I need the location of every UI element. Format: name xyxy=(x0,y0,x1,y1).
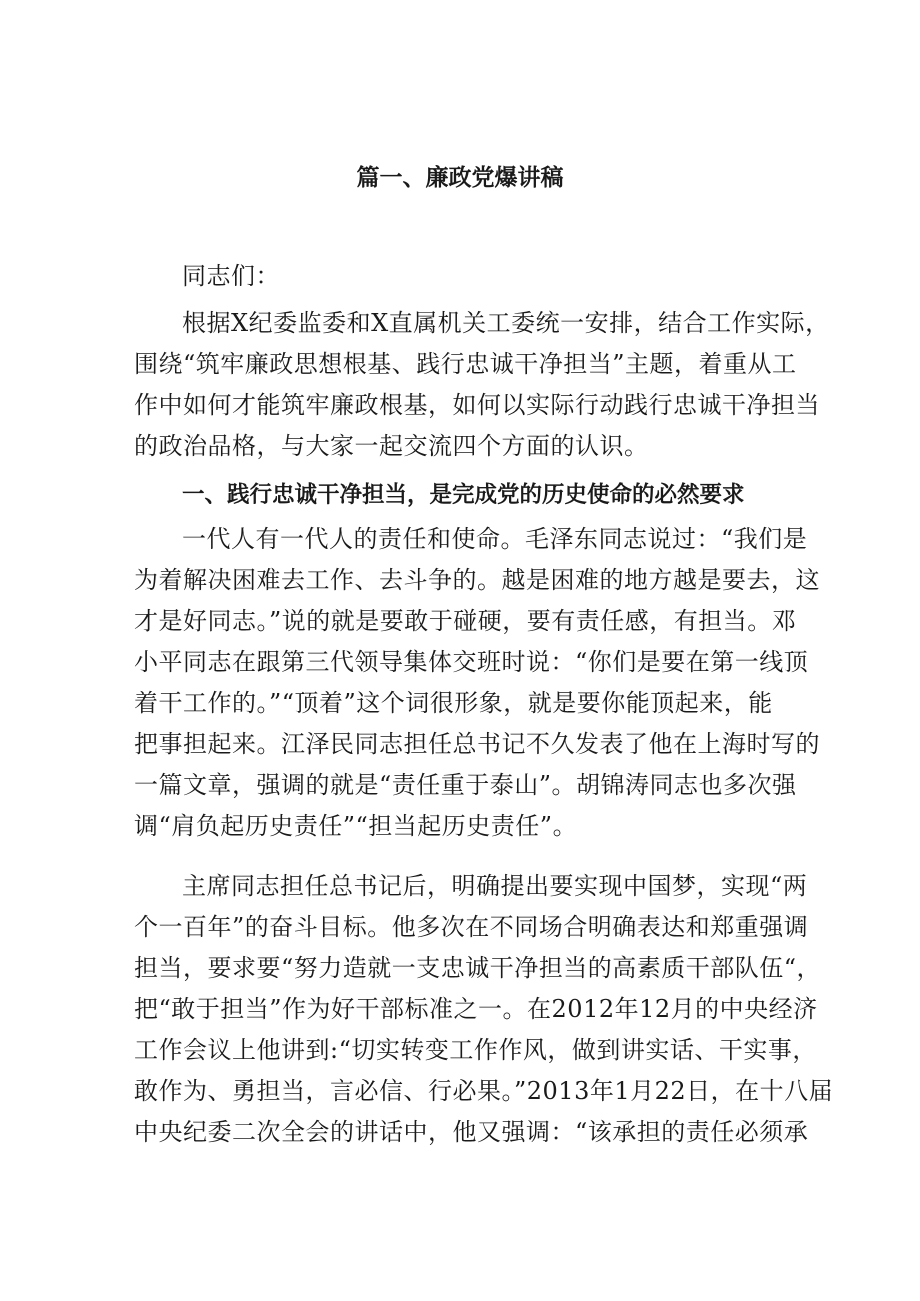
document-title: 篇一、廉政党爆讲稿 xyxy=(356,165,564,191)
paragraph-line: 作中如何才能筑牢廉政根基，如何以实际行动践行忠诚干净担当 xyxy=(134,391,820,419)
paragraph-line: 工作会议上他讲到:“切实转变工作作风，做到讲实话、干实事， xyxy=(134,1036,817,1064)
paragraph-line: 为着解决困难去工作、去斗争的。越是困难的地方越是要去，这 xyxy=(134,566,820,594)
section-heading: 一、践行忠诚干净担当，是完成党的历史使命的必然要求 xyxy=(182,482,745,508)
paragraph-line: 的政治品格，与大家一起交流四个方面的认识。 xyxy=(134,432,649,460)
paragraph-line: 个一百年”的奋斗目标。他多次在不同场合明确表达和郑重强调 xyxy=(134,913,809,941)
paragraph-line: 一代人有一代人的责任和使命。毛泽东同志说过：“我们是 xyxy=(182,525,808,553)
salutation: 同志们： xyxy=(182,262,280,290)
paragraph-line: 担当，要求要“努力造就一支忠诚干净担当的高素质干部队伍“， xyxy=(134,954,822,982)
paragraph-line: 把事担起来。江泽民同志担任总书记不久发表了他在上海时写的 xyxy=(134,730,820,758)
paragraph-line: 根据X纪委监委和X直属机关工委统一安排，结合工作实际， xyxy=(182,309,830,337)
paragraph-line: 着干工作的。”“顶着”这个词很形象，就是要你能顶起来，能 xyxy=(134,689,773,717)
paragraph-line: 调“肩负起历史责任”“担当起历史责任”。 xyxy=(134,812,578,840)
paragraph-line: 中央纪委二次全会的讲话中，他又强调：“该承担的责任必须承 xyxy=(134,1118,809,1146)
paragraph-line: 小平同志在跟第三代领导集体交班时说：“你们是要在第一线顶 xyxy=(134,648,809,676)
paragraph-line: 主席同志担任总书记后，明确提出要实现中国梦，实现“两 xyxy=(182,872,808,900)
paragraph-line: 一篇文章，强调的就是“责任重于泰山”。胡锦涛同志也多次强 xyxy=(134,771,797,799)
paragraph-line: 围绕“筑牢廉政思想根基、践行忠诚干净担当”主题，着重从工 xyxy=(134,350,797,378)
paragraph-line: 才是好同志。”说的就是要敢于碰硬，要有责任感，有担当。邓 xyxy=(134,607,797,635)
paragraph-line: 敢作为、勇担当，言必信、行必果。”2013年1月22日，在十八届 xyxy=(134,1077,834,1105)
paragraph-line: 把“敢于担当”作为好干部标准之一。在2012年12月的中央经济 xyxy=(134,995,818,1023)
